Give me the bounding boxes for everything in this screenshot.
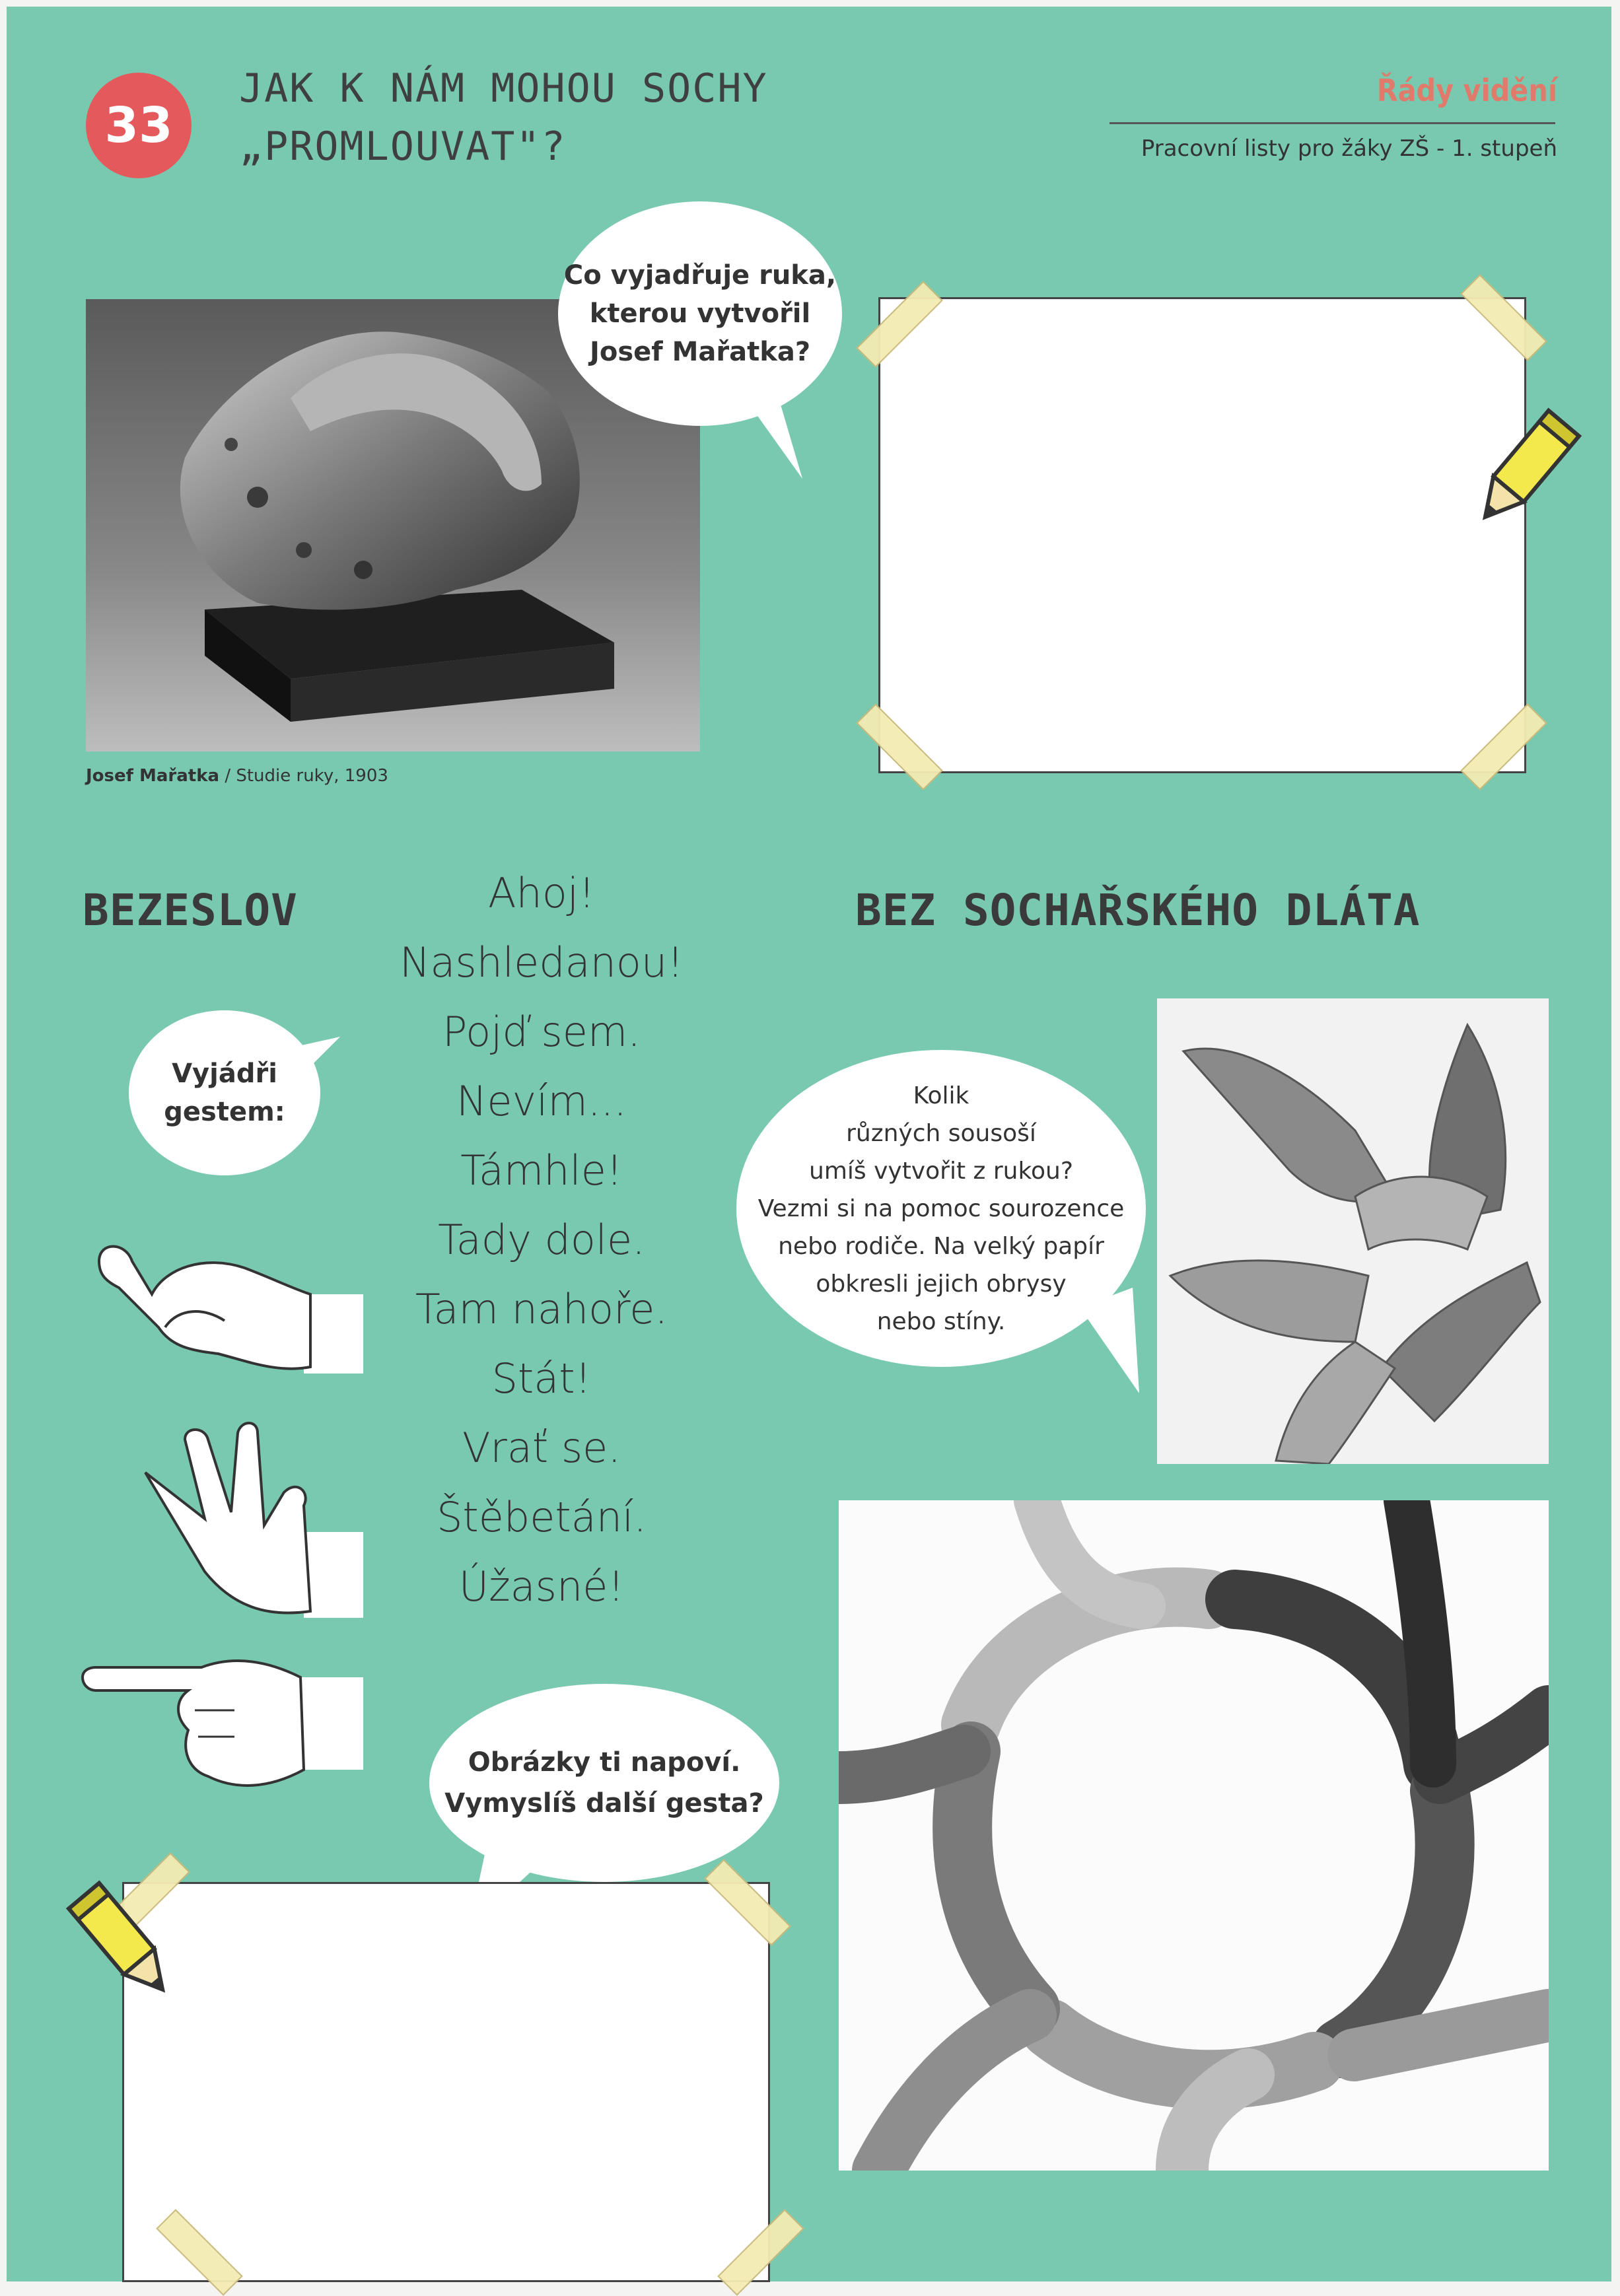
task-line-7: nebo stíny. (876, 1307, 1006, 1335)
task-line-5: nebo rodiče. Na velký papír (778, 1232, 1104, 1260)
task-bubble (736, 1050, 1146, 1393)
phrase-list (370, 858, 713, 1621)
gesture-line-1: Vyjádři (172, 1059, 277, 1089)
phrase-item: Úžasné! (458, 1562, 625, 1611)
page-title (239, 59, 768, 176)
phrase-item: Tam nahoře. (415, 1285, 668, 1333)
caption-title: / Studie ruky, 1903 (219, 766, 388, 786)
task-line-1: Kolik (913, 1082, 969, 1109)
index-pointing-hand-icon (76, 1638, 363, 1796)
question-line-1: Co vyjadřuje ruka, (563, 260, 837, 291)
drawing-frame-bottom[interactable] (122, 1882, 770, 2282)
phrase-item: Ahoj! (488, 869, 595, 917)
phrase-item: Štěbetání. (437, 1493, 647, 1541)
phrase-item: Pojď sem. (442, 1008, 641, 1056)
phrase-item: Tady dole. (438, 1216, 645, 1264)
title-line-2: „PROMLOUVAT"? (239, 123, 567, 170)
sculpture-caption (86, 766, 388, 786)
hint-line-2: Vymyslíš další gesta? (444, 1788, 764, 1819)
drawing-frame-top[interactable] (878, 297, 1526, 773)
pencil-icon (1460, 403, 1592, 535)
phrase-item: Vrať se. (462, 1424, 621, 1472)
task-line-2: různých sousoší (846, 1119, 1036, 1147)
phrase-item: Támhle! (460, 1146, 623, 1195)
gesture-bubble (129, 1010, 347, 1175)
task-line-3: umíš vytvořit z rukou? (809, 1157, 1073, 1185)
task-line-4: Vezmi si na pomoc sourozence (757, 1195, 1125, 1222)
phrase-item: Stát! (491, 1354, 592, 1403)
hands-photo-1 (1157, 998, 1549, 1464)
waving-hand-icon (132, 1413, 363, 1624)
series-name: Řády vidění (1376, 73, 1557, 108)
bezeslov-heading: BEZESLOV (83, 885, 298, 936)
pointing-hand-icon (92, 1215, 363, 1380)
gesture-line-2: gestem: (164, 1097, 285, 1127)
pencil-icon (56, 1875, 188, 2007)
series-subtitle: Pracovní listy pro žáky ZŠ - 1. stupeň (1141, 135, 1557, 162)
question-bubble (558, 201, 842, 439)
question-line-2: kterou vytvořil (589, 298, 811, 329)
bez-dlata-heading: BEZ SOCHAŘSKÉHO DLÁTA (855, 885, 1421, 936)
hands-circle-photo (839, 1500, 1549, 2171)
task-line-6: obkresli jejich obrysy (816, 1270, 1067, 1298)
phrase-item: Nashledanou! (399, 938, 684, 987)
header-divider (1109, 122, 1555, 124)
title-line-1: JAK K NÁM MOHOU SOCHY (239, 65, 768, 112)
sheet-number-badge: 33 (86, 73, 192, 178)
hint-line-1: Obrázky ti napoví. (468, 1747, 741, 1778)
phrase-item: Nevím... (456, 1077, 627, 1125)
caption-author: Josef Mařatka (86, 766, 220, 786)
question-line-3: Josef Mařatka? (589, 337, 811, 367)
